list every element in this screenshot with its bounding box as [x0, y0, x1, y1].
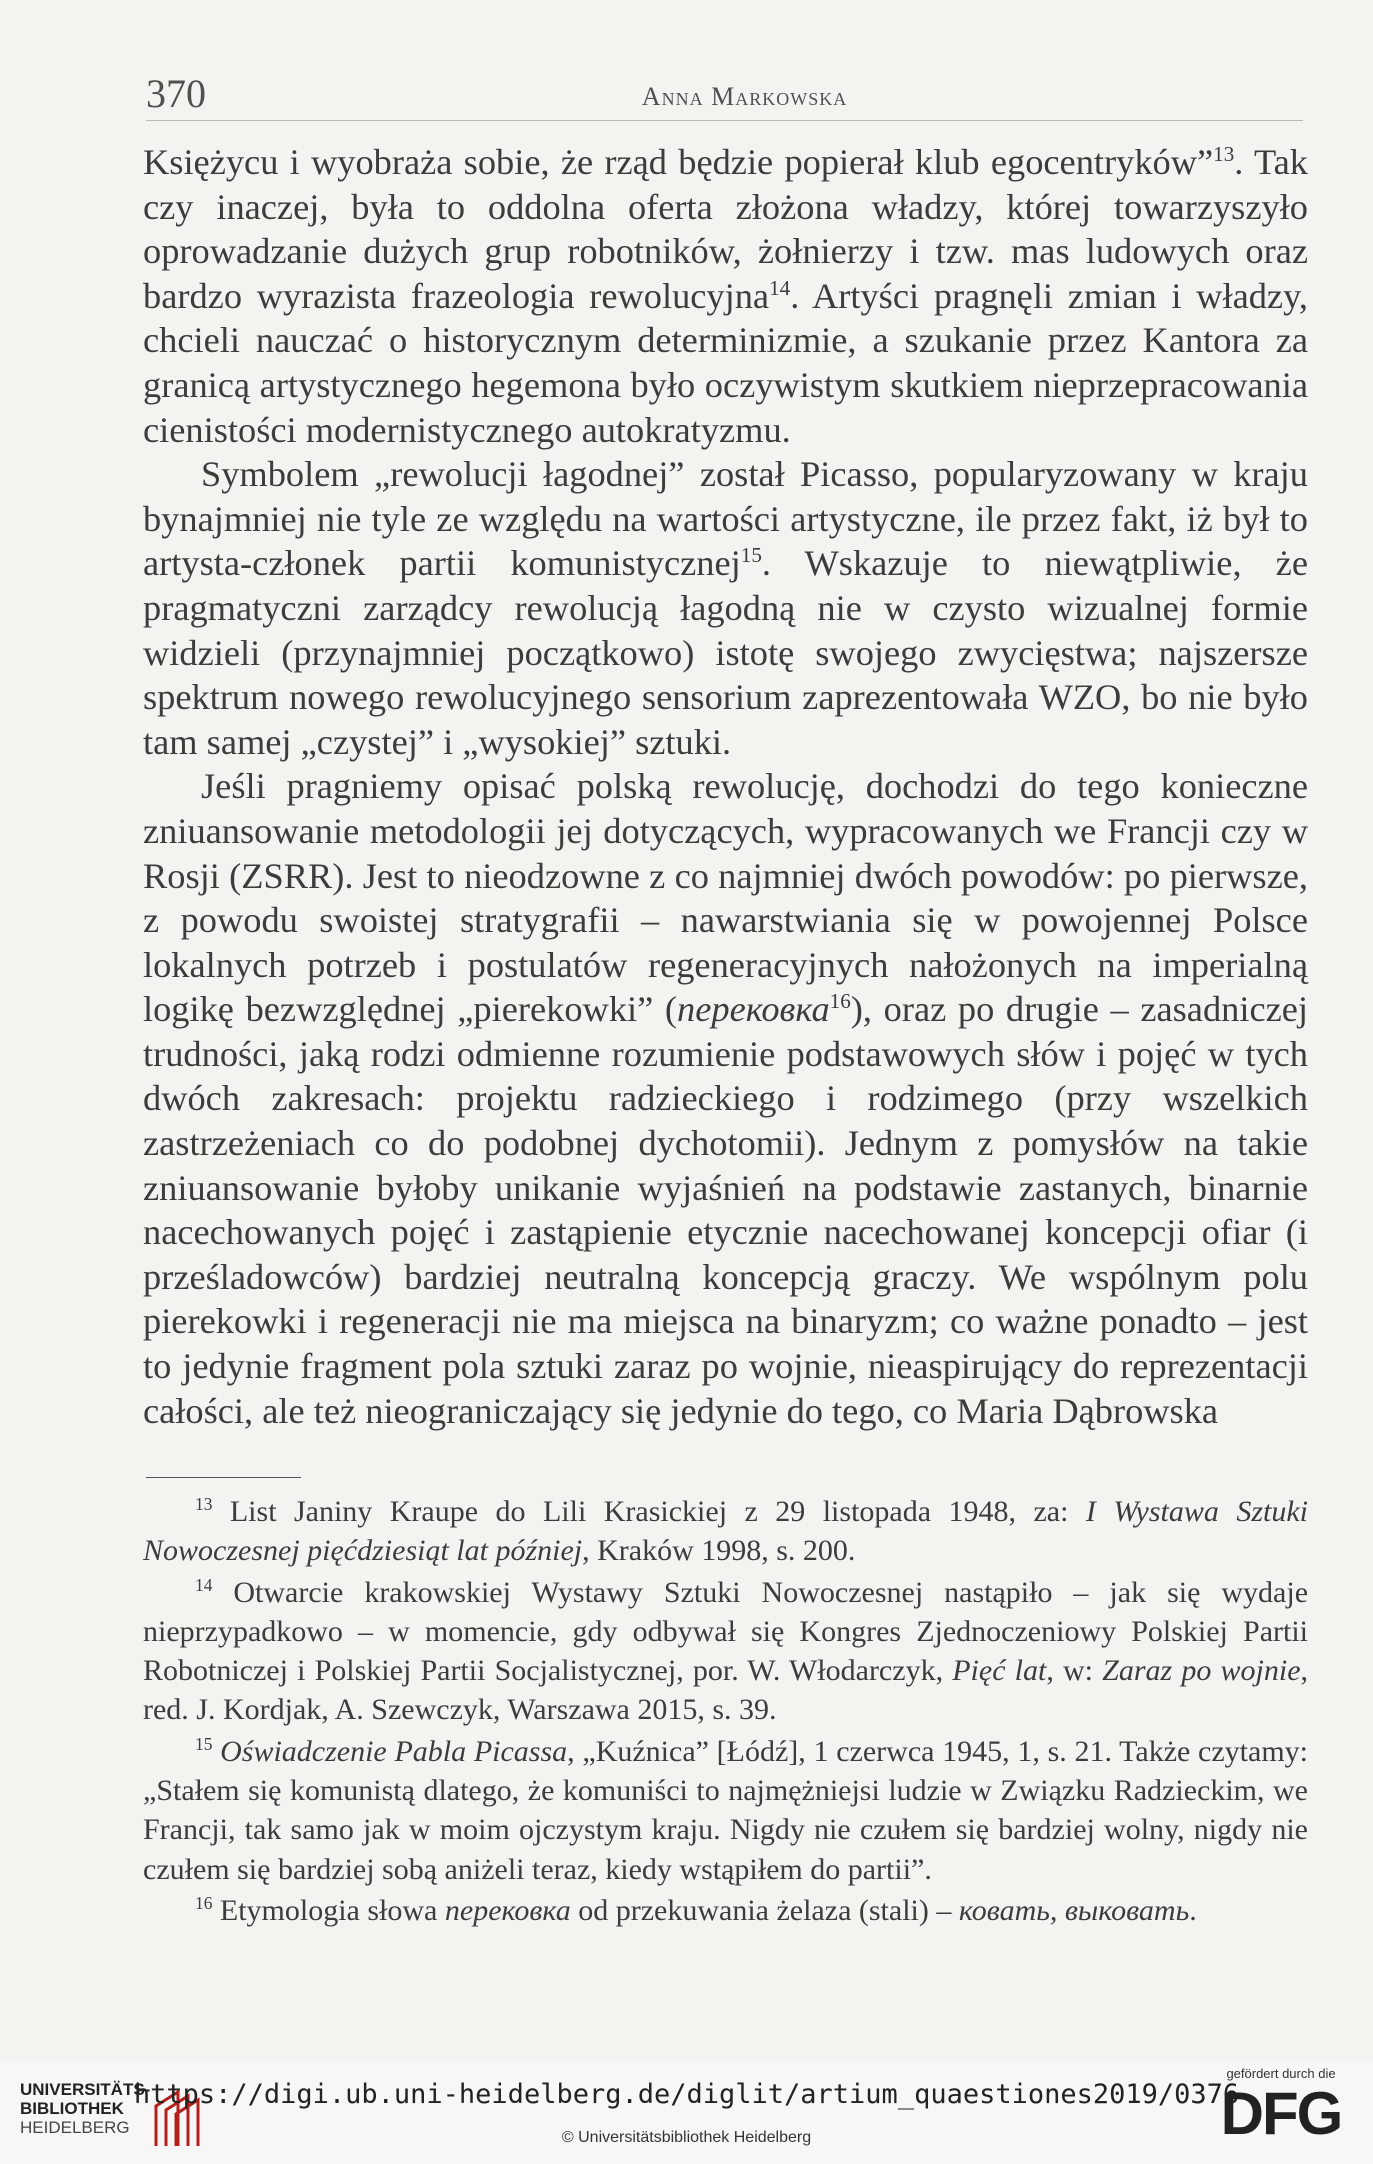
footnote-separator: [146, 1477, 301, 1478]
page-number: 370: [146, 71, 206, 116]
paragraph-3-text-b: ), oraz po drugie – zasadniczej trudności, jaką rodzi odmienne rozumienie podstawowych słów i pojęć w tych dwóch zakresach: projektu radzieckiego i rodzimego (przy wszelkich zastrzeżeniach co do podobnej dychotomii). Jednym z pomysłów na takie zniuansowanie byłoby unikanie wyjaśnień na podstawie zastanych, binarnie nacechowanych pojęć i zastąpienie etycznie nacechowanej koncepcji ofiar (i prześladowców) bardziej neutralną koncepcją graczy. We wspólnym polu pierekowki i regeneracji nie ma miejsca na binaryzm; co ważne ponadto – jest to jedynie fragment pola sztuki zaraz po wojnie, nieaspirujący do reprezentacji całości, ale też nieograniczający się jedynie do tego, co Maria Dąbrowska: [143, 989, 1309, 1431]
paragraph-2: [143, 452, 1308, 764]
library-name-line-1: UNIVERSITÄTS-: [20, 2080, 151, 2099]
footnote-number: 13: [195, 1494, 213, 1514]
footnote-text: List Janiny Kraupe do Lili Krasickiej z 29 listopada 1948, za:: [229, 1495, 1086, 1528]
footnote-number: 14: [195, 1574, 213, 1595]
footnote-ref-16[interactable]: 16: [829, 989, 851, 1014]
paragraph-3: [143, 764, 1308, 1433]
paragraph-1: [143, 140, 1308, 452]
footnote-13: [143, 1492, 1308, 1571]
footnote-text: , red. J. Kordjak, A. Szewczyk, Warszawa 2015, s. 39.: [143, 1654, 1309, 1727]
footnote-ref-13[interactable]: 13: [1213, 141, 1235, 166]
footnote-ref-14[interactable]: 14: [769, 275, 791, 300]
author-first-name: Anna: [641, 82, 704, 111]
paragraph-2-text-b: . Wskazuje to niewątpliwie, że pragmatyczni zarządcy rewolucją łagodną nie w czysto wizualnej formie widzieli (przynajmniej początkowo) istotę swojego zwycięstwa; najszersze spektrum nowego rewolucyjnego sensorium zaprezentowała WZO, bo nie było tam samej „czystej” i „wysokiej” sztuki.: [143, 543, 1308, 762]
footnote-text: , Kraków 1998, s. 200.: [582, 1534, 856, 1568]
funder-label: gefördert durch die: [1226, 2066, 1336, 2081]
footnote-ref-15[interactable]: 15: [740, 543, 762, 568]
copyright-notice: © Universitätsbibliothek Heidelberg: [561, 2129, 812, 2146]
paragraph-1-text-b: . Tak czy inaczej, była to oddolna oferta złożona władzy, której towarzyszyło oprowadzanie dużych grup robotników, żołnierzy i tzw. mas ludowych oraz bardzo wyrazista frazeologia rewolucyjna: [143, 142, 1308, 316]
footnote-italic: Zaraz po wojnie: [1102, 1654, 1301, 1688]
footnote-italic: Oświadczenie Pabla Picassa: [220, 1734, 568, 1768]
footnote-text: Etymologia słowa: [219, 1893, 445, 1927]
russian-term: перековка: [677, 989, 830, 1030]
footnotes: [143, 1492, 1308, 1932]
paragraph-1-text-c: . Artyści pragnęli zmian i władzy, chcieli nauczać o historycznym determinizmie, a szukanie przez Kantora za granicą artystycznego hegemona było oczywistym skutkiem nieprzepracowania cienistości modernistycznego autokratyzmu.: [143, 275, 1309, 450]
footnote-italic: Pięć lat: [952, 1654, 1047, 1688]
funder-logo[interactable]: [1211, 2066, 1351, 2158]
footnote-italic: ковать, выковать: [958, 1893, 1190, 1927]
footnote-text: , „Kuźnica” [Łódź], 1 czerwca 1945, 1, s. 21. Także czytamy: „Stałem się komunistą dlatego, że komuniści to najmężniejsi ludzie w Związku Radzieckim, we Francji, tak samo jak w moim ojczystym kraju. Nigdy nie czułem się bardziej wolny, nigdy nie czułem się bardziej sobą aniżeli teraz, kiedy wstąpiłem do partii”.: [143, 1734, 1308, 1886]
paragraph-3-text-a: Jeśli pragniemy opisać polską rewolucję, dochodzi do tego konieczne zniuansowanie metodologii jej dotyczących, wypracowanych we Francji czy w Rosji (ZSRR). Jest to nieodzowne z co najmniej dwóch powodów: po pierwsze, z powodu swoistej stratygrafii – nawarstwiania się w powojennej Polsce lokalnych potrzeb i postulatów regeneracyjnych nałożonych na imperialną logikę bezwzględnej „pierekowki” (: [143, 766, 1308, 1030]
main-text: [143, 140, 1308, 1433]
footnote-16: [143, 1891, 1308, 1930]
footnote-number: 16: [195, 1892, 213, 1913]
digitization-footer: [0, 2060, 1373, 2164]
footnote-italic: перековка: [444, 1893, 571, 1927]
paragraph-2-text-a: Symbolem „rewolucji łagodnej” został Picasso, popularyzowany w kraju bynajmniej nie tyle ze względu na wartości artystyczne, ile przez fakt, iż był to artysta-członek partii komunistycznej: [143, 454, 1308, 584]
dfg-logo-icon: DFG: [1220, 2080, 1342, 2147]
footnote-text: Otwarcie krakowskiej Wystawy Sztuki Nowoczesnej nastąpiło – jak się wydaje nieprzypadkowo – w momencie, gdy odbywał się Kongres Zjednoczeniowy Polskiej Partii Robotniczej i Polskiej Partii Socjalistycznej, por. W. Włodarczyk,: [143, 1575, 1309, 1688]
library-name-line-2: BIBLIOTHEK: [20, 2099, 124, 2118]
footnote-number: 15: [195, 1733, 213, 1754]
footnote-text: .: [1189, 1893, 1197, 1927]
running-header: [146, 70, 1303, 121]
footnote-14: [143, 1573, 1308, 1730]
source-url-link[interactable]: https://digi.ub.uni-heidelberg.de/diglit/artium_quaestiones2019/0376: [133, 2079, 1240, 2110]
footnote-text: od przekuwania żelaza (stali) –: [570, 1893, 959, 1927]
footnote-text: , w:: [1046, 1654, 1103, 1688]
author-last-name: Markowska: [711, 82, 848, 111]
library-name-line-3: HEIDELBERG: [20, 2118, 130, 2137]
paragraph-1-text-a: Księżycu i wyobraża sobie, że rząd będzie popierał klub egocentryków”: [143, 142, 1214, 182]
running-head-author: [146, 82, 1303, 112]
footnote-15: [143, 1732, 1308, 1889]
footnote-italic: I Wystawa Sztuki Nowoczesnej pięćdziesiąt lat później: [143, 1495, 1309, 1568]
